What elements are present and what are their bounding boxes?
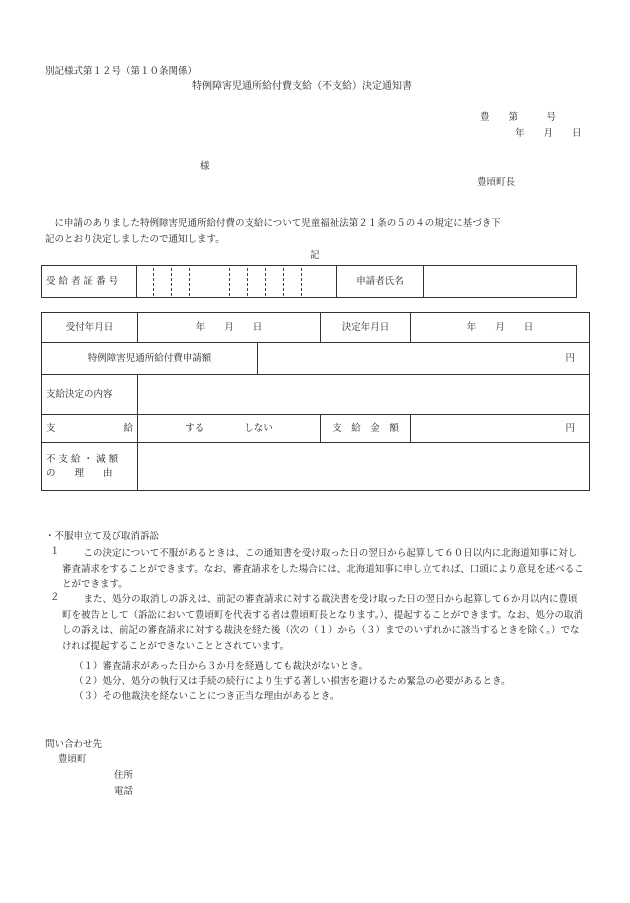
refusal-reason-label-line2: の 理 由 (46, 467, 113, 479)
receipt-date-value[interactable]: 年 月 日 (138, 313, 321, 343)
cert-number-label: 受 給 者 証 番 号 (42, 266, 137, 298)
form-reference: 別記様式第１２号（第１０条関係） (45, 66, 198, 77)
intro-text-line1: に申請のありました特例障害児通所給付費の支給について児童福祉法第２１条の５の４の規定に基づき下 (45, 218, 501, 229)
appeal-item2-number: ２ (50, 592, 60, 603)
receipt-date-label: 受付年月日 (42, 313, 138, 343)
option-yes[interactable]: する (185, 422, 205, 434)
refusal-reason-label-line1: 不 支 給 ・ 減 額 (46, 453, 119, 465)
cert-number-field[interactable] (137, 266, 337, 298)
certificate-table (41, 265, 577, 298)
appeal-sub2: （２）処分、処分の執行又は手続の続行により生ずる著しい損害を避けるため緊急の必要があるとき。 (74, 676, 511, 687)
document-number: 豊 第 号 (480, 112, 557, 123)
appeal-item1-number: １ (50, 546, 60, 557)
decision-date-value[interactable]: 年 月 日 (411, 313, 590, 343)
payment-options (138, 415, 321, 443)
contact-heading: 問い合わせ先 (45, 739, 103, 750)
addressee-suffix: 様 (200, 161, 210, 172)
refusal-reason-value[interactable] (138, 443, 590, 491)
applicant-name-label: 申請者氏名 (337, 266, 424, 298)
ki-marker: 記 (310, 250, 320, 261)
payment-label-a: 支 (46, 422, 56, 434)
appeal-sub1: （１）審査請求があった日から３か月を経過しても裁決がないとき。 (74, 661, 369, 672)
sender-name: 豊頃町長 (477, 177, 516, 188)
appeal-item1-text: この決定について不服があるときは、この通知書を受け取った日の翌日から起算して６０日以内に北海道知事に対し審査請求をすることができます。なお、審査請求をした場合には、北海道知事に申し立てれば、口頭により意見を述べることができます。 (62, 548, 584, 590)
decision-date-label: 決定年月日 (321, 313, 411, 343)
contact-org: 豊頃町 (58, 754, 87, 765)
contact-phone-label: 電話 (114, 786, 134, 797)
option-no[interactable]: しない (244, 422, 273, 434)
application-amount-value[interactable]: 円 (258, 343, 590, 375)
application-amount-label: 特例障害児通所給付費申請額 (42, 343, 258, 375)
intro-text-line2: 記のとおり決定しましたので通知します。 (45, 234, 225, 245)
decision-content-value[interactable] (138, 375, 590, 415)
appeal-heading: ・不服申立て及び取消訴訟 (45, 531, 160, 542)
issue-date: 年 月 日 (515, 128, 582, 139)
payment-label (42, 415, 138, 443)
applicant-name-field[interactable] (424, 266, 577, 298)
document-title: 特例障害児通所給付費支給（不支給）決定通知書 (192, 81, 412, 92)
decision-table (41, 312, 590, 491)
payment-amount-value[interactable]: 円 (411, 415, 590, 443)
payment-label-b: 給 (123, 422, 133, 434)
refusal-reason-label (42, 443, 138, 491)
payment-amount-label: 支 給 金 額 (321, 415, 411, 443)
appeal-item2-text: また、処分の取消しの訴えは、前記の審査請求に対する裁決書を受け取った日の翌日から起算して６か月以内に豊頃町を被告として（訴訟において豊頃町を代表する者は豊頃町長となります。）、提起することができます。なお、処分の取消しの訴えは、前記の審査請求に対する裁決を経た後（次の（１）から（３）までのいずれかに該当するときを除く。）でなければ提起することができないこととされています。 (62, 594, 583, 652)
contact-address-label: 住所 (114, 770, 134, 781)
appeal-sub3: （３）その他裁決を経ないことにつき正当な理由があるとき。 (74, 691, 340, 702)
decision-content-label: 支給決定の内容 (42, 375, 138, 415)
